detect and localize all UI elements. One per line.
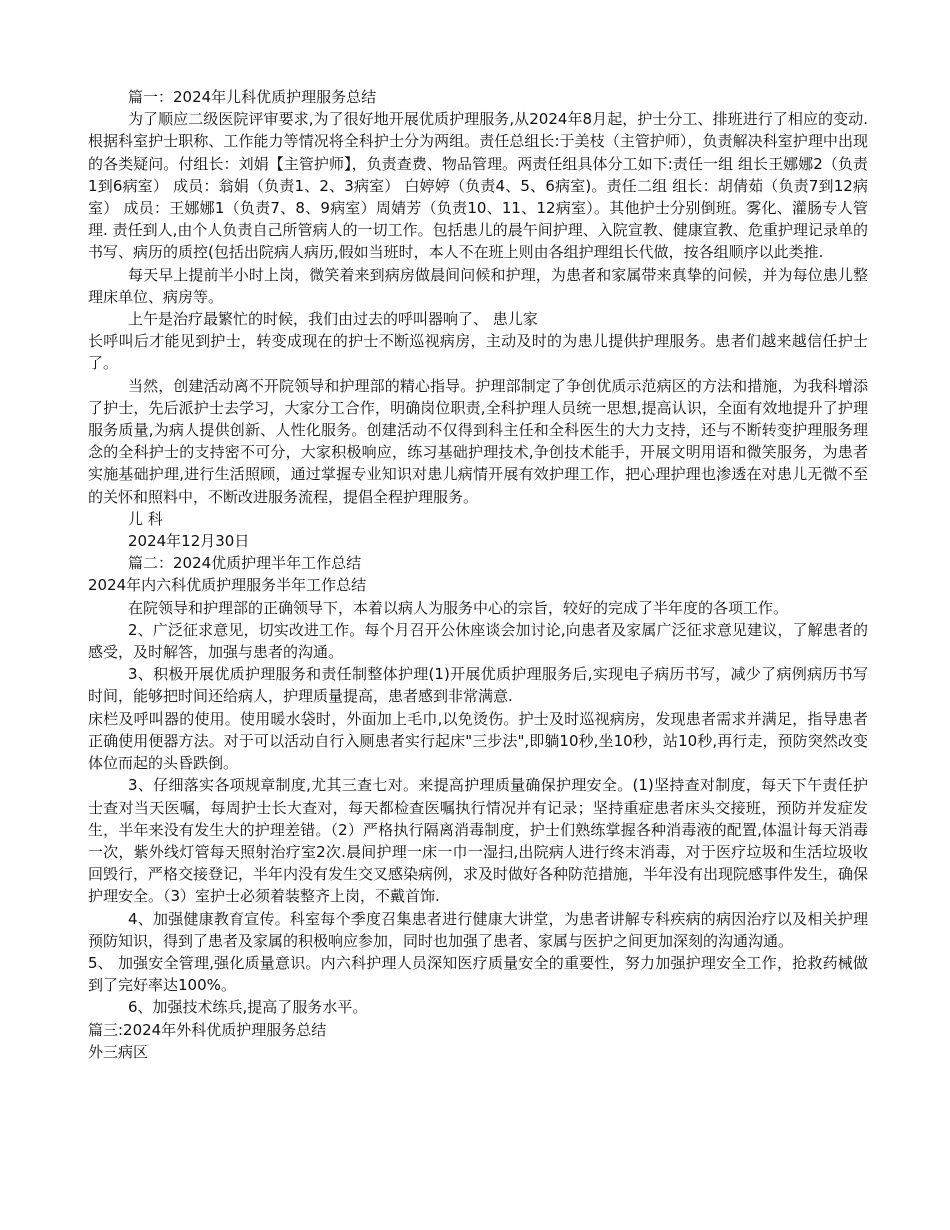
paragraph-item-2: 2、广泛征求意见，切实改进工作。每个月召开公休座谈会加讨论,向患者及家属广泛征求意见建议，了解患者的感受，及时解答，加强与患者的沟通。 (88, 620, 868, 662)
paragraph-item-5: 5、 加强安全管理,强化质量意识。内六科护理人员深知医疗质量安全的重要性，努力加强护理安全工作，抢救药械做到了完好率达100%。 (88, 953, 868, 995)
subheading-half-year-summary: 2024年内六科优质护理服务半年工作总结 (88, 576, 367, 595)
paragraph-item-3: 3、积极开展优质护理服务和责任制整体护理(1)开展优质护理服务后,实现电子病历书写，减少了病例病历书写时间，能够把时间还给病人，护理质量提高，患者感到非常满意. (88, 665, 868, 706)
signature-date: 2024年12月30日 (128, 532, 250, 551)
heading-part-one: 篇一：2024年儿科优质护理服务总结 (128, 88, 377, 106)
subheading-ward: 外三病区 (88, 1042, 149, 1061)
paragraph-leadership-guidance: 当然，创建活动离不开院领导和护理部的精心指导。护理部制定了争创优质示范病区的方法和措施，为我科增添了护士，先后派护士去学习，大家分工合作，明确岗位职责,全科护理人员统一思想,提高认识，全面有效地提升了护理服务质量,为病人提供创新、人性化服务。创建活动不仅得到科主任和全科医生的大力支持，还与不断转变护理服务理念的全科护士的支持密不可分，大家积极响应，练习基础护理技术,争创技术能手，开展文明用语和微笑服务，为患者实施基础护理,进行生活照顾，通过掌握专业知识对患儿病情开展有效护理工作，把心理护理也渗透在对患儿无微不至的关怀和照料中，不断改进服务流程，提倡全程护理服务。 (88, 376, 868, 506)
paragraph-intro: 在院领导和护理部的正确领导下，本着以病人为服务中心的宗旨，较好的完成了半年度的各项工作。 (128, 598, 789, 617)
paragraph-item-6: 6、加强技术练兵,提高了服务水平。 (128, 998, 368, 1017)
document-page (88, 86, 868, 1063)
paragraph-patrol-continued: 长呼叫后才能见到护士，转变成现在的护士不断巡视病房，主动及时的为患儿提供护理服务。患者们越来越信任护士了。 (88, 332, 868, 373)
paragraph-morning-greeting: 每天早上提前半小时上岗，微笑着来到病房做晨间问候和护理，为患者和家属带来真挚的问候，并为每位患儿整理床单位、病房等。 (88, 265, 868, 306)
heading-part-three: 篇三:2024年外科优质护理服务总结 (88, 1020, 327, 1039)
heading-part-two: 篇二：2024优质护理半年工作总结 (128, 554, 362, 573)
paragraph-morning-treatment: 上午是治疗最繁忙的时候，我们由过去的呼叫器响了、 患儿家 (128, 310, 538, 329)
paragraph-bed-rail: 床栏及呼叫器的使用。使用暖水袋时，外面加上毛巾,以免烫伤。护士及时巡视病房，发现患者需求并满足，指导患者正确使用便器方法。对于可以活动自行入厕患者实行起床"三步法",即躺10秒,坐10秒，站10秒,再行走，预防突然改变体位而起的头昏跌倒。 (88, 709, 868, 773)
paragraph-item-3-rules: 3、仔细落实各项规章制度,尤其三查七对。来提高护理质量确保护理安全。(1)坚持查对制度，每天下午责任护士查对当天医嘱，每周护士长大查对，每天都检查医嘱执行情况并有记录；坚持重症患者床头交接班，预防并发症发生，半年来没有发生大的护理差错。（2）严格执行隔离消毒制度，护士们熟练掌握各种消毒液的配置,体温计每天消毒一次，紫外线灯管每天照射治疗室2次.晨间护理一床一巾一湿扫,出院病人进行终末消毒，对于医疗垃圾和生活垃圾收回毁行，严格交接登记，半年内没有发生交叉感染病例，求及时做好各种防范措施，半年没有出现院感事件发生，确保护理安全。（3）室护士必须着装整齐上岗，不戴首饰. (88, 776, 869, 906)
paragraph-division-of-labor: 为了顺应二级医院评审要求,为了很好地开展优质护理服务,从2024年8月起，护士分工、排班进行了相应的变动.根据科室护士职称、工作能力等情况将全科护士分为两组。责任总组长:于美枝（主管护师），负责解决科室护理中出现的各类疑问。付组长：刘娟【主管护师】，负责查费、物品管理。两责任组具体分工如下:责任一组 组长王娜娜2（负责1到6病室） 成员：翁娟（负责1、2、3病室） 白婷婷（负责4、5、6病室)。责任二组 组长：胡倩茹（负责7到12病室） 成员：王娜娜1（负责7、8、9病室）周婧芳（负责10、11、12病室）。其他护士分别倒班。雾化、灌肠专人管理. 责任到人,由个人负责自己所管病人的一切工作。包括患儿的晨午间护理、入院宣教、健康宣教、危重护理记录单的书写、病历的质控(包括出院病人病历,假如当班时，本人不在班上则由各组护理组长代做，按各组顺序以此类推. (88, 110, 868, 262)
signature-department: 儿 科 (128, 509, 163, 528)
paragraph-item-4: 4、加强健康教育宣传。科室每个季度召集患者进行健康大讲堂，为患者讲解专科疾病的病因治疗以及相关护理预防知识，得到了患者及家属的积极响应参加，同时也加强了患者、家属与医护之间更加深刻的沟通沟通。 (88, 909, 868, 950)
